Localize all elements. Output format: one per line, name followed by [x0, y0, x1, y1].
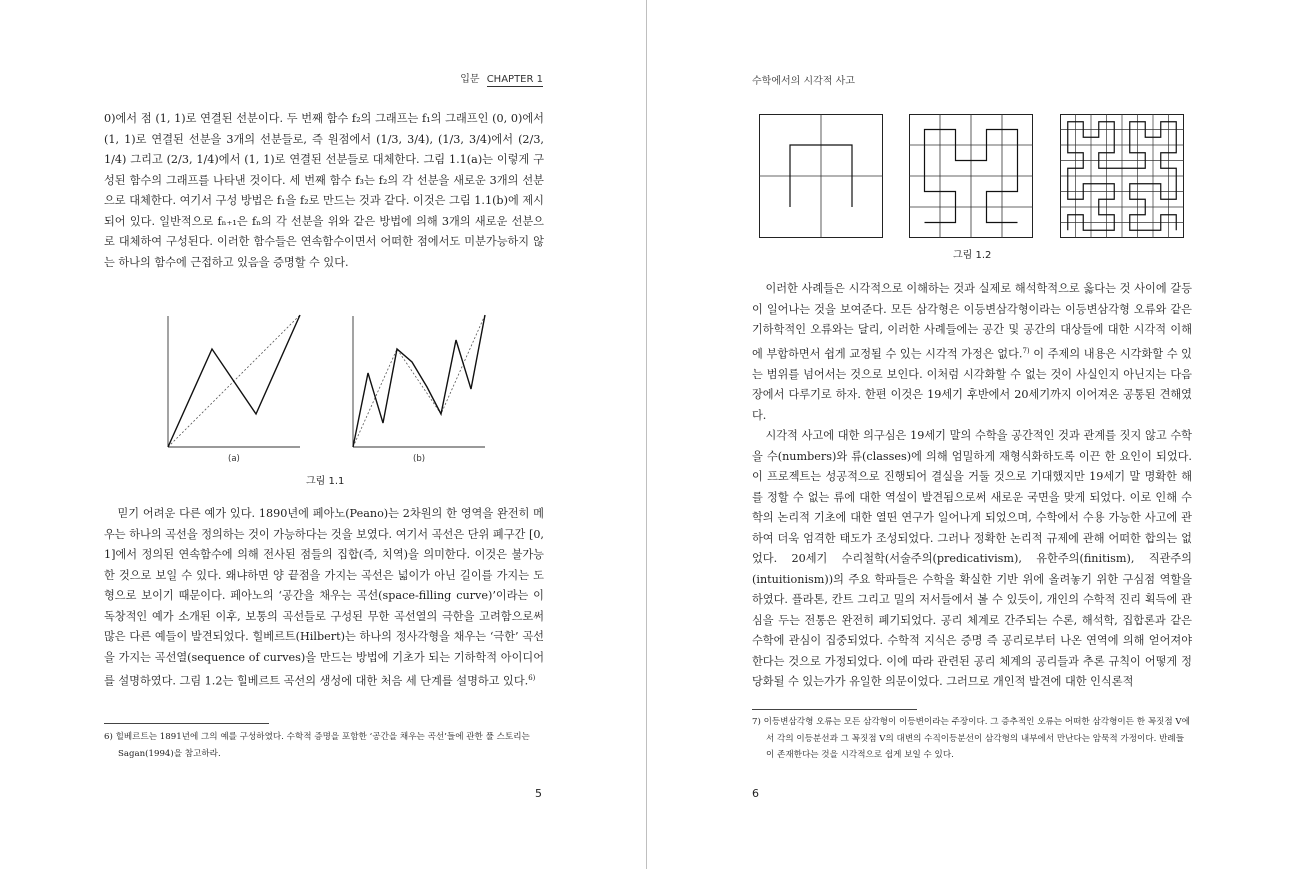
left-paragraph-1 [104, 109, 544, 273]
footnote-7 [752, 714, 1192, 764]
footnote-6 [104, 729, 544, 762]
page-number-left: 5 [535, 787, 542, 800]
footnote-ref-7: 7) [1022, 346, 1030, 355]
right-page [648, 0, 1293, 869]
right-paragraphs [752, 279, 1192, 693]
figure-1-2-caption: 그림 1.2 [953, 250, 992, 261]
page-number-right: 6 [752, 787, 759, 800]
figure-1-1b [345, 310, 495, 460]
right-paragraph-2-text: 시각적 사고에 대한 의구심은 19세기 말의 수학을 공간적인 것과 관계를 짓지 않고 수학을 수(numbers)와 류(classes)에 의해 엄밀하게 재형식화하도록 이끈 한 요인이 되었다. 이 프로젝트는 성공적으로 진행되어 결실을 거둘 것으로 기대했지만 19세기 말 명확한 해를 정할 수 없는 류에 대한 역설이 발견됨으로써 새로운 국면을 맞게 되었다. 이로 인해 수학의 논리적 기초에 대한 열띤 연구가 일어나게 되었으며, 수학에서 수용 가능한 사고에 관하여 더욱 엄격한 태도가 조성되었다. 그러나 정확한 논리적 규제에 관해 어떠한 합의는 없었다. 20세기 수리철학(서술주의(predicativism), 유한주의(finitism), 직관주의(intuitionism))의 주요 학파들은 수학을 확실한 기반 위에 올려놓기 위한 구심점 역할을 하였다. 플라톤, 칸트 그리고 밀의 저서들에서 볼 수 있듯이, 개인의 수학적 진리 획득에 관심을 두는 전통은 완전히 폐기되었다. 공리 체계로 간주되는 수론, 해석학, 집합론과 같은 수학에 관심이 집중되었다. 수학적 지식은 증명 즉 공리로부터 나온 연역에 의해 얻어져야 한다는 것으로 가정되었다. 이에 따라 관련된 공리 체계의 공리들과 추론 규칙이 어떻게 정당화될 수 있는가가 유일한 의문이었다. 그러므로 개인적 발견에 대한 인식론적 [752, 429, 1192, 689]
figure-1-1b-f2-dashed [353, 315, 485, 447]
running-header-right: 수학에서의 시각적 사고 [752, 76, 855, 87]
footnote-6-text: 힐베르트는 1891년에 그의 예를 구성하였다. 수학적 증명을 포함한 ‘공간을 채우는 곡선’들에 관한 풀 스토리는 Sagan(1994)을 참고하라. [115, 732, 530, 759]
hilbert-stage-3 [1060, 114, 1184, 238]
figure-1-1a [160, 310, 310, 460]
figure-1-1a-label: (a) [228, 454, 240, 464]
header-chapter: CHAPTER 1 [486, 74, 543, 85]
header-prefix: 입문 [460, 74, 480, 85]
running-header-left [460, 70, 543, 85]
figure-1-1-caption: 그림 1.1 [306, 476, 345, 487]
figure-1-1b-label: (b) [413, 454, 426, 464]
footnote-ref-6: 6) [528, 674, 536, 682]
footnote-7-number: 7) [752, 717, 761, 727]
left-paragraph-1-text: 0)에서 점 (1, 1)로 연결된 선분이다. 두 번째 함수 f₂의 그래프는 f₁의 그래프인 (0, 0)에서 (1, 1)로 연결된 선분을 3개의 선분들로, 즉 원점에서 (1/3, 3/4), (1/3, 3/4)에서 (2/3, 1/4) 그리고 (2/3, 1/4)에서 (1, 1)로 연결된 선분들로 대체한다. 그림 1.1(a)는 이렇게 구성된 함수의 그래프를 나타낸 것이다. 세 번째 함수 f₃는 f₂의 각 선분을 새로운 3개의 선분으로 대체한다. 여기서 구성 방법은 f₁을 f₂로 만드는 것과 같다. 이것은 그림 1.1(b)에 제시되어 있다. 일반적으로 fₙ₊₁은 fₙ의 각 선분을 위와 같은 방법에 의해 3개의 새로운 선분으로 대체하여 구성된다. 이러한 함수들은 연속함수이면서 어떠한 점에서도 미분가능하지 않는 하나의 함수에 근접하고 있음을 증명할 수 있다. [104, 112, 544, 269]
footnote-7-text: 이등변삼각형 오류는 모든 삼각형이 이등변이라는 주장이다. 그 증추적인 오류는 어떠한 삼각형이든 한 꼭짓점 V에서 각의 이등분선과 그 꼭짓점 V의 대변의 수직이등분선이 삼각형의 내부에서 만난다는 암묵적 가정이다. 반례들이 존재한다는 것을 시각적으로 쉽게 보일 수 있다. [763, 717, 1190, 760]
hilbert-stage-1 [759, 114, 883, 238]
hilbert-stage-2 [909, 114, 1033, 238]
left-paragraph-2 [104, 504, 544, 692]
footnote-6-number: 6) [104, 732, 113, 742]
footnote-rule-right [752, 709, 917, 710]
footnote-rule-left [104, 723, 269, 724]
right-paragraph-1-text: 이러한 사례들은 시각적으로 이해하는 것과 실제로 해석학적으로 옳다는 것 사이에 갈등이 일어나는 것을 보여준다. 모든 삼각형은 이등변삼각형이라는 이등변삼각형 오류와 같은 기하학적인 오류와는 달리, 이러한 사례들에는 공간 및 공간의 대상들에 대한 시각적 이해에 부합하면서 쉽게 교정될 수 있는 시각적 가정은 없다. [752, 282, 1192, 361]
figure-1-1b-f3-curve [353, 315, 485, 447]
right-paragraph-1-rest: 이 주제의 내용은 시각화할 수 있는 범위를 넘어서는 것으로 보인다. 이처럼 시각화할 수 없는 것이 사실인지 아닌지는 다음 장에서 다루기로 하자. 한편 이것은 19세기 후반에서 20세기까지 이어져온 공통된 견해였다. [752, 347, 1192, 422]
left-paragraph-2-text: 믿기 어려운 다른 예가 있다. 1890년에 페아노(Peano)는 2차원의 한 영역을 완전히 메우는 하나의 곡선을 정의하는 것이 가능하다는 것을 보였다. 여기서 곡선은 단위 폐구간 [0, 1]에서 정의된 연속함수에 의해 전사된 점들의 집합(즉, 치역)을 의미한다. 이것은 불가능한 것으로 보일 수 있다. 왜냐하면 양 끝점을 가지는 곡선은 넓이가 아닌 길이를 가지는 도형으로 보이기 때문이다. 페아노의 ‘공간을 채우는 곡선(space-filling curve)’이라는 이 독창적인 예가 소개된 이후, 보통의 곡선들로 구성된 무한 곡선열의 극한을 고려함으로써 많은 다른 예들이 발견되었다. 힐베르트(Hilbert)는 하나의 정사각형을 채우는 ‘극한’ 곡선을 가지는 곡선열(sequence of curves)을 만드는 방법에 기초가 되는 기하학적 아이디어를 설명하였다. 그림 1.2는 힐베르트 곡선의 생성에 대한 처음 세 단계를 설명하고 있다. [104, 507, 544, 688]
